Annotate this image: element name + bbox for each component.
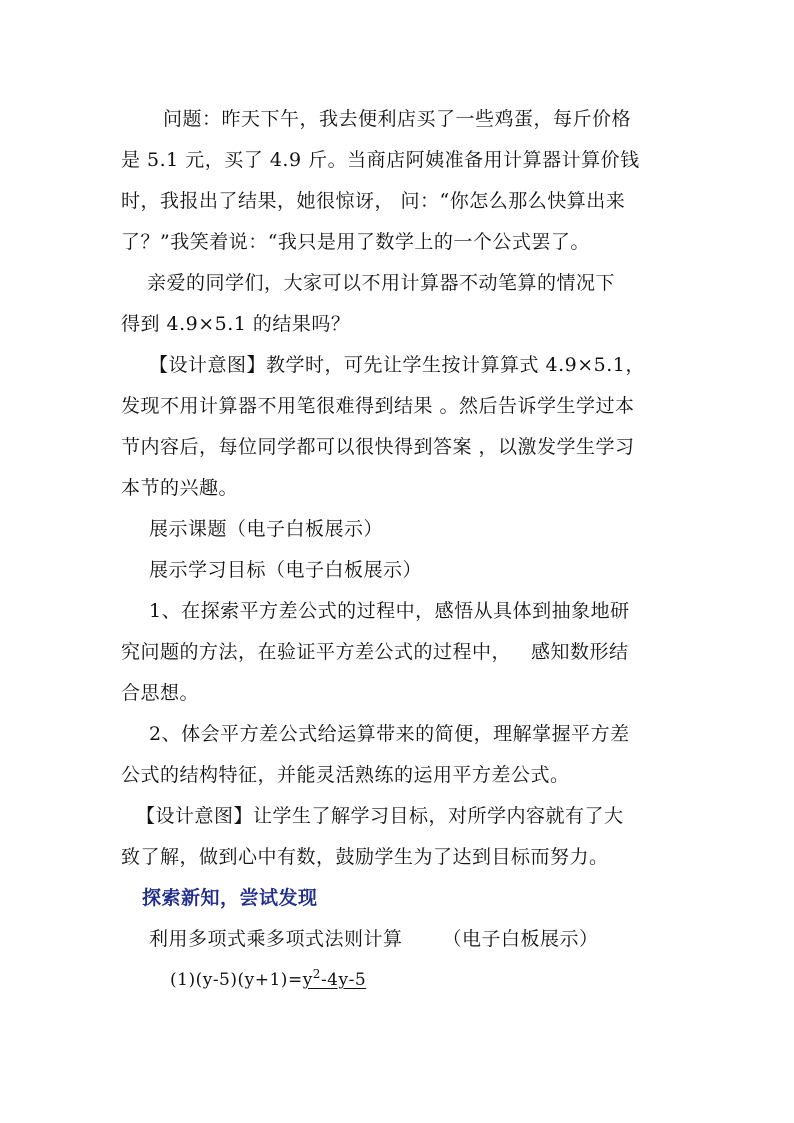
design-intent-1-line-1: 【设计意图】教学时，可先让学生按计算算式 4.9×5.1， <box>149 354 645 376</box>
goal-2-line-2: 公式的结构特征，并能灵活熟练的运用平方差公式。 <box>121 764 570 786</box>
example-1-line <box>170 966 366 994</box>
goal-1-line-2 <box>121 638 629 666</box>
goal-1-line-1: 1、在探索平方差公式的过程中，感悟从具体到抽象地研 <box>149 600 630 622</box>
task-note: （电子白板展示） <box>442 928 599 950</box>
problem-line-3: 时，我报出了结果，她很惊讶， 问：“你怎么那么快算出来 <box>121 190 626 212</box>
show-goals-line: 展示学习目标（电子白板展示） <box>149 559 423 581</box>
section-heading: 探索新知，尝试发现 <box>142 887 318 909</box>
task-line <box>149 925 599 953</box>
goal-1-line-3: 合思想。 <box>121 682 200 704</box>
goal-2-line-1: 2、体会平方差公式给运算带来的简便，理解掌握平方差 <box>149 723 630 745</box>
design-intent-1-line-2: 发现不用计算器不用笔很难得到结果 。然后告诉学生学过本 <box>121 395 635 417</box>
show-topic-line: 展示课题（电子白板展示） <box>149 518 384 540</box>
problem-line-2: 是 5.1 元，买了 4.9 斤。当商店阿姨准备用计算器计算价钱 <box>121 149 640 171</box>
problem-line-4: 了？”我笑着说：“我只是用了数学上的一个公式罢了。 <box>121 231 590 253</box>
problem-line-1: 问题：昨天下午，我去便利店买了一些鸡蛋，每斤价格 <box>163 108 632 130</box>
design-intent-2-line-2: 致了解，做到心中有数，鼓励学生为了达到目标而努力。 <box>121 846 609 868</box>
task-text: 利用多项式乘多项式法则计算 <box>149 928 403 950</box>
example-1-expression: (1)(y-5)(y+1)= <box>170 970 303 990</box>
goal-1-line-2-part-b: 感知数形结 <box>531 641 629 663</box>
question-line-1: 亲爱的同学们，大家可以不用计算器不动笔算的情况下 <box>147 272 616 294</box>
design-intent-1-line-4: 本节的兴趣。 <box>121 477 239 499</box>
goal-1-line-2-part-a: 究问题的方法，在验证平方差公式的过程中， <box>121 641 512 663</box>
example-1-answer: $y^2-4y-5$ <box>302 967 367 990</box>
design-intent-2-line-1: 【设计意图】让学生了解学习目标，对所学内容就有了大 <box>136 805 624 827</box>
question-line-2: 得到 4.9×5.1 的结果吗？ <box>121 313 351 335</box>
design-intent-1-line-3: 节内容后，每位同学都可以很快得到答案 ，以激发学生学习 <box>121 436 635 458</box>
